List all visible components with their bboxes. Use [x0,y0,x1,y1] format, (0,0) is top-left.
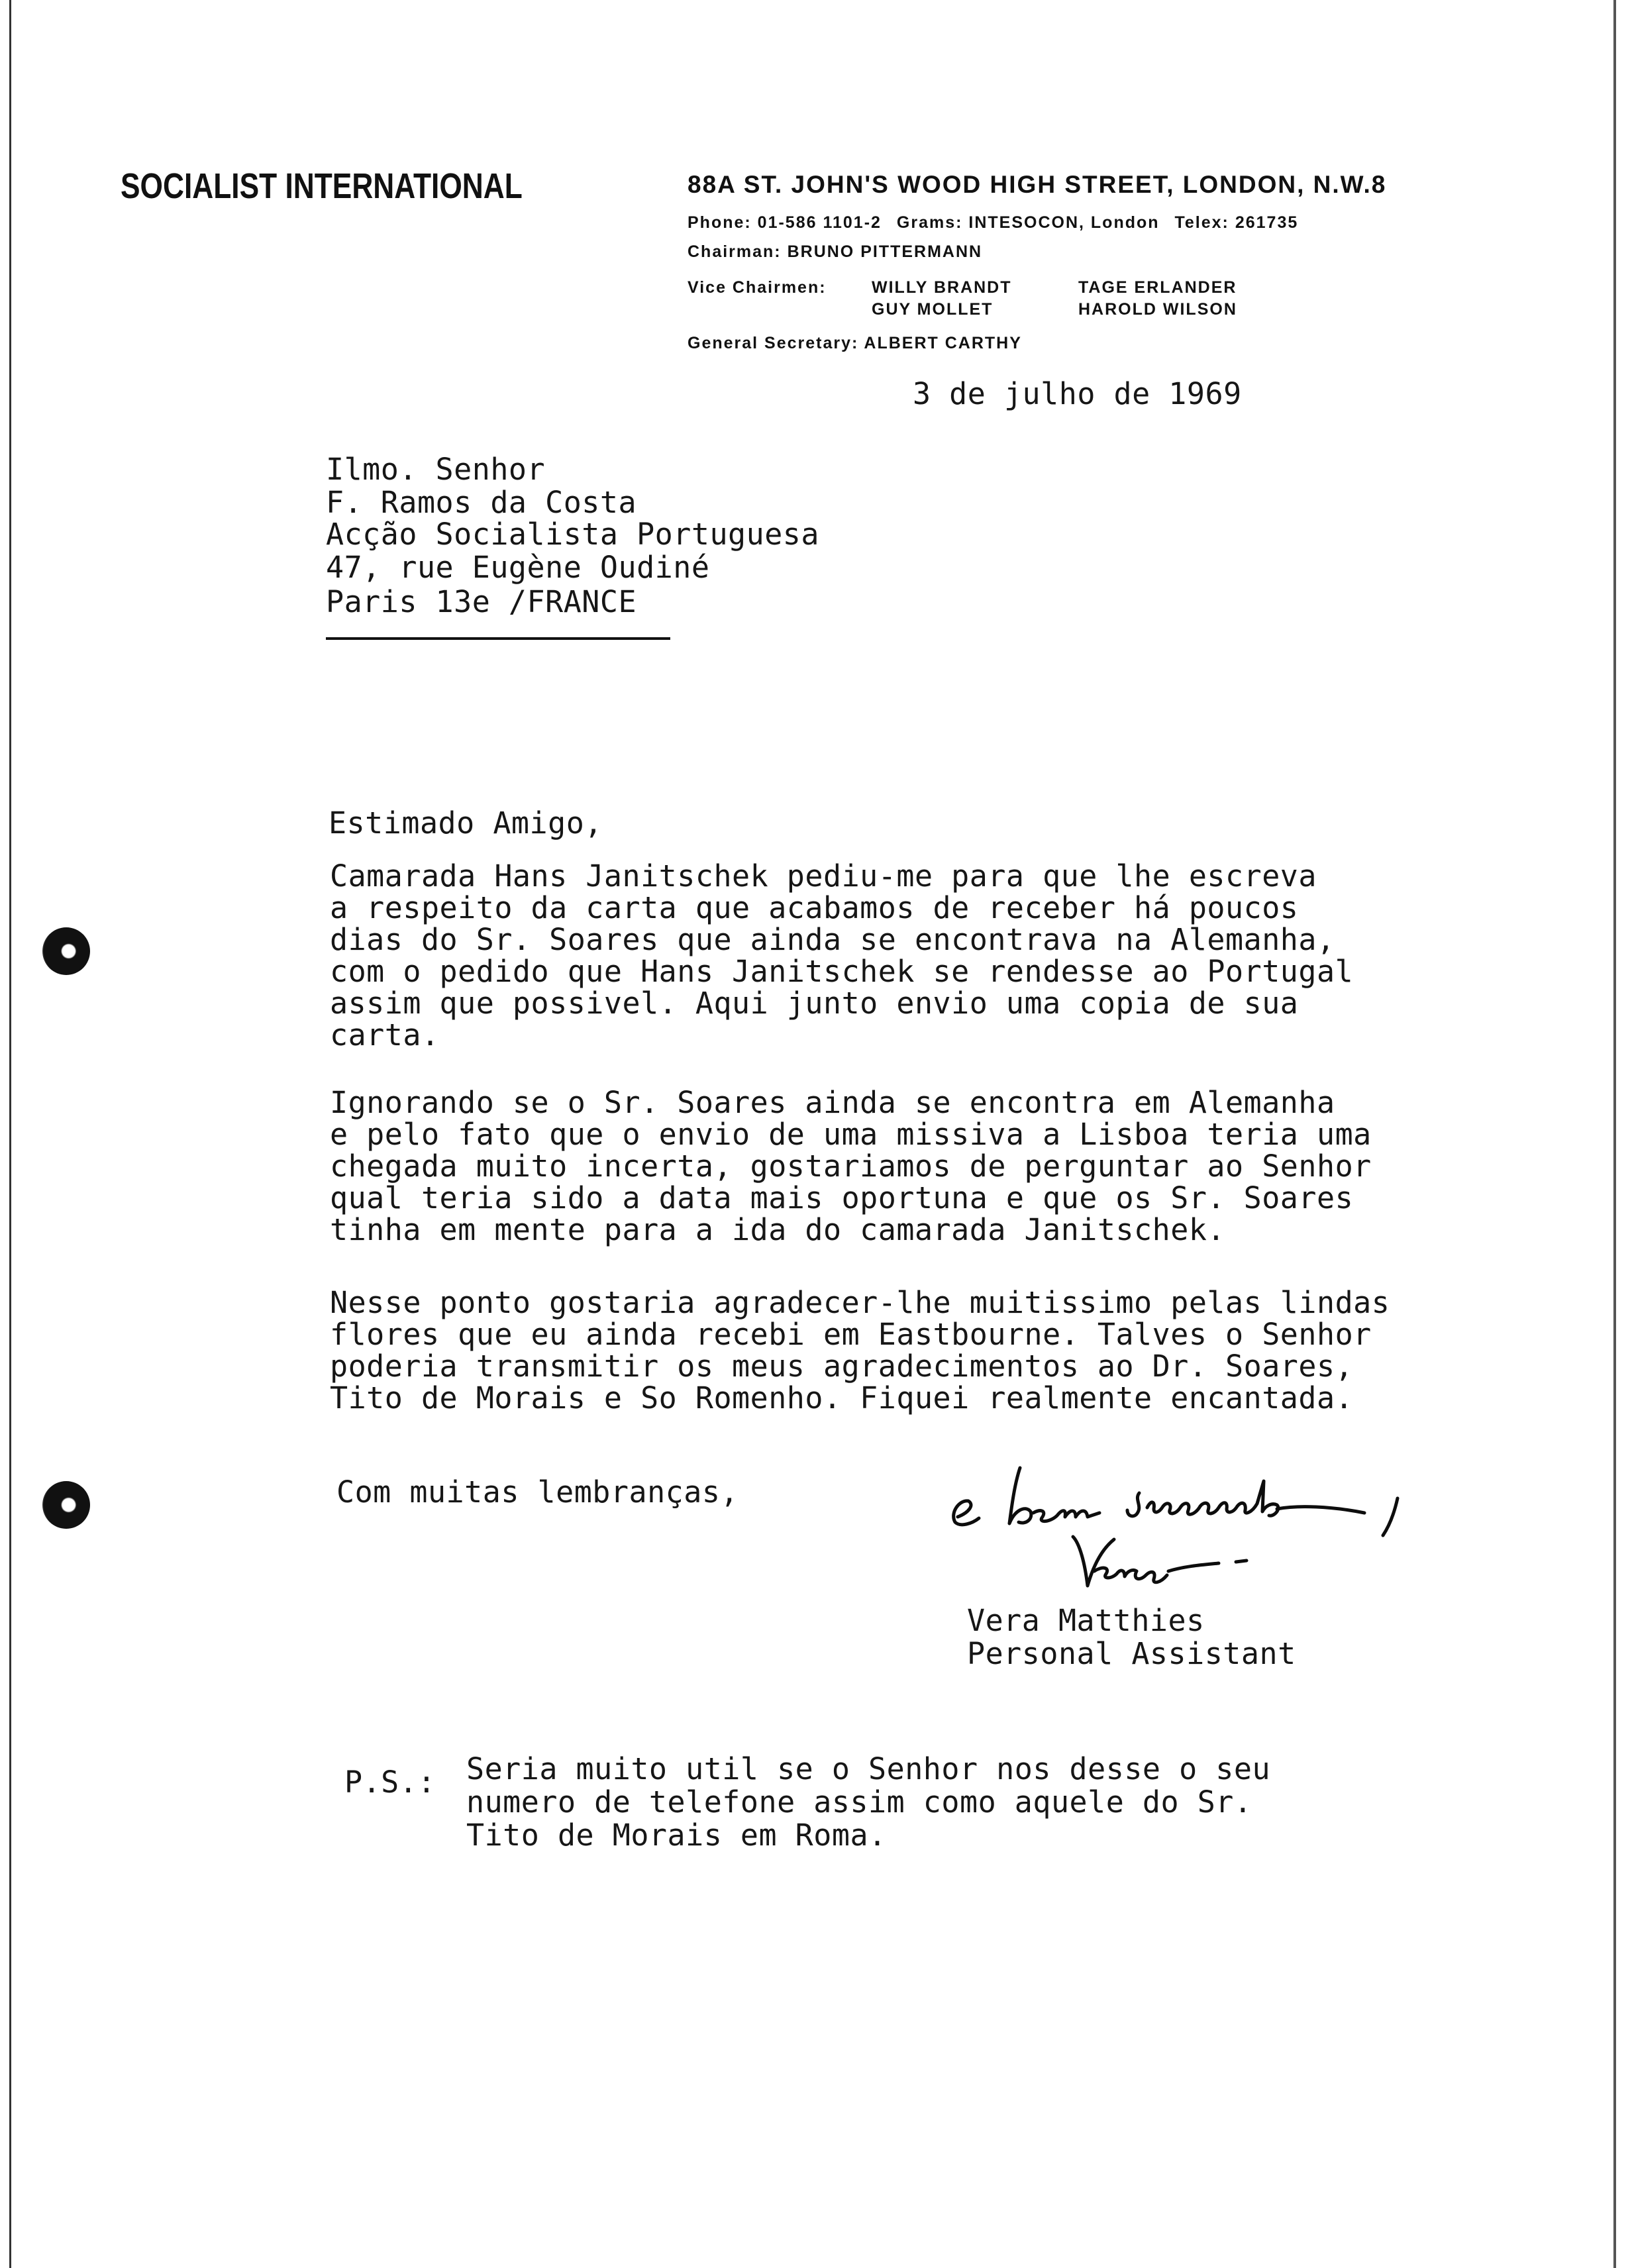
paragraph-2-line: e pelo fato que o envio de uma missiva a Lisboa teria uma [330,1117,1372,1152]
ps-line: Tito de Morais em Roma. [466,1818,887,1853]
ps-line: numero de telefone assim como aquele do Sr. [466,1784,1252,1820]
handwritten-signature [941,1444,1537,1616]
signatory-title: Personal Assistant [967,1636,1296,1671]
paragraph-2-line: Ignorando se o Sr. Soares ainda se encontra em Alemanha [330,1085,1335,1120]
paragraph-1-line: assim que possivel. Aqui junto envio uma copia de sua [330,986,1299,1021]
vice-chairmen-label: Vice Chairmen: [688,278,827,297]
paragraph-1-line: Camarada Hans Janitschek pediu-me para que lhe escreva [330,858,1317,894]
vice-chairman-brandt: WILLY BRANDT [872,278,1012,297]
letter-date: 3 de julho de 1969 [913,376,1242,411]
letterhead-chairman-row [688,242,982,262]
general-secretary-name: ALBERT CARTHY [864,334,1022,352]
signatory-name: Vera Matthies [967,1603,1205,1638]
letterhead-secretary-row [688,334,1022,353]
grams-label: Grams: [896,213,963,232]
vice-chairman-wilson: HAROLD WILSON [1078,300,1237,319]
recipient-line-4: 47, rue Eugène Oudiné [326,550,710,585]
paragraph-1-line: com o pedido que Hans Janitschek se rendesse ao Portugal [330,954,1354,989]
recipient-line-2: F. Ramos da Costa [326,485,637,520]
paragraph-2-line: qual teria sido a data mais oportuna e que os Sr. Soares [330,1180,1354,1215]
recipient-underline [326,637,670,640]
chairman-label: Chairman: [688,242,782,261]
scan-edge-left [9,0,11,2268]
letterhead-address: 88A ST. JOHN'S WOOD HIGH STREET, LONDON, N.W.8 [688,171,1387,198]
phone-number: 01-586 1101-2 [757,213,882,232]
paragraph-1-line: carta. [330,1017,440,1053]
grams-value: INTESOCON, London [968,213,1160,232]
salutation: Estimado Amigo, [329,805,603,841]
ps-label: P.S.: [344,1765,436,1800]
vice-chairman-mollet: GUY MOLLET [872,300,994,319]
chairman-name: BRUNO PITTERMANN [787,242,983,261]
recipient-line-1: Ilmo. Senhor [326,452,546,487]
closing: Com muitas lembranças, [336,1474,739,1510]
paragraph-1-line: a respeito da carta que acabamos de receber há poucos [330,890,1299,925]
general-secretary-label: General Secretary: [688,334,859,352]
organization-name: SOCIALIST INTERNATIONAL [121,166,523,206]
ps-line: Seria muito util se o Senhor nos desse o seu [466,1751,1271,1786]
telex-number: 261735 [1235,213,1299,232]
paragraph-2-line: chegada muito incerta, gostariamos de perguntar ao Senhor [330,1149,1372,1184]
recipient-line-3: Acção Socialista Portuguesa [326,517,819,552]
vice-chairman-erlander: TAGE ERLANDER [1078,278,1237,297]
punch-hole-top [42,927,90,975]
paragraph-3-line: Nesse ponto gostaria agradecer-lhe muitissimo pelas lindas [330,1285,1390,1320]
scan-edge-right [1613,0,1616,2268]
paragraph-2-line: tinha em mente para a ida do camarada Janitschek. [330,1212,1226,1247]
phone-label: Phone: [688,213,752,232]
punch-hole-bottom [42,1481,90,1529]
paragraph-3-line: flores que eu ainda recebi em Eastbourne. Talves o Senhor [330,1317,1372,1352]
paragraph-3-line: poderia transmitir os meus agradecimentos ao Dr. Soares, [330,1349,1354,1384]
letterhead-phone-row [688,213,1298,232]
recipient-line-5: Paris 13e /FRANCE [326,584,637,619]
telex-label: Telex: [1174,213,1229,232]
paragraph-1-line: dias do Sr. Soares que ainda se encontrava na Alemanha, [330,922,1335,957]
paragraph-3-line: Tito de Morais e So Romenho. Fiquei realmente encantada. [330,1380,1354,1416]
